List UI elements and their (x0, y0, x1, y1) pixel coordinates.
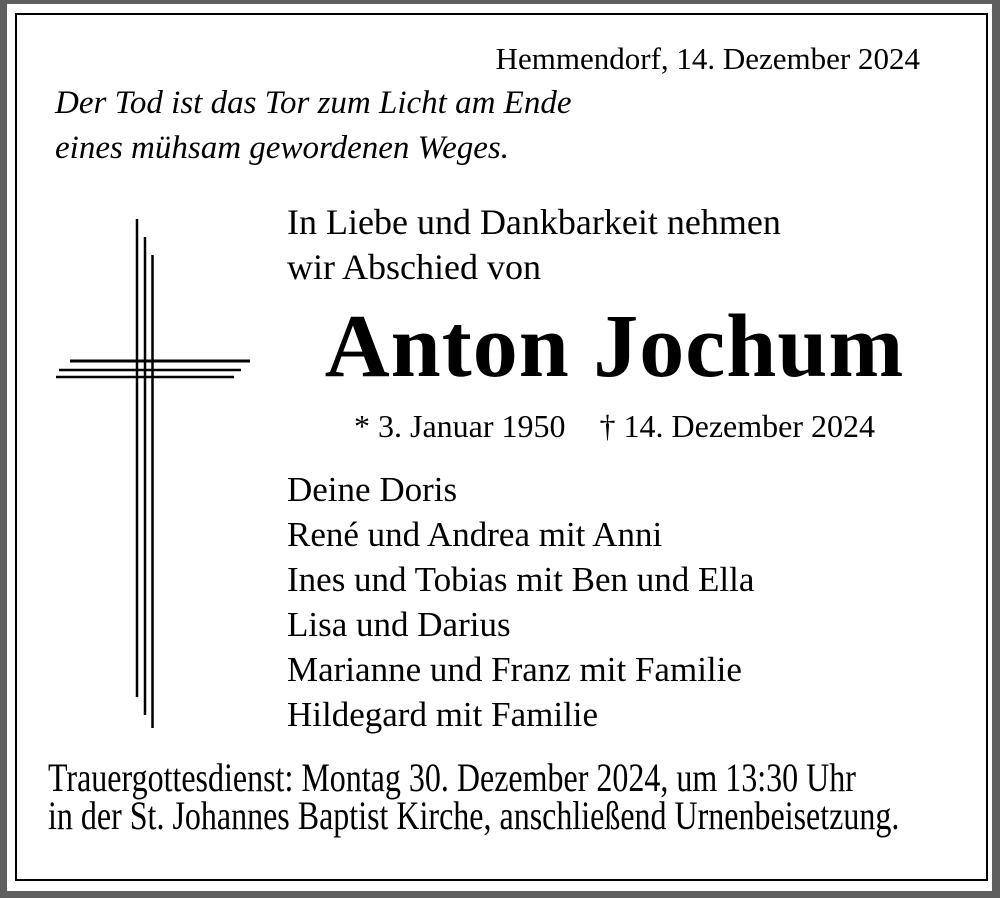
service-line-1: Trauergottesdienst: Montag 30. Dezember 2024, um 13:30 Uhr (48, 755, 856, 800)
place-and-date: Hemmendorf, 14. Dezember 2024 (495, 41, 920, 76)
service-line-2: in der St. Johannes Baptist Kirche, anschließend Urnenbeisetzung. (48, 793, 900, 838)
intro-line-1: In Liebe und Dankbarkeit nehmen (287, 202, 781, 242)
intro-text (287, 200, 781, 290)
epigraph-line-1: Der Tod ist das Tor zum Licht am Ende (55, 85, 572, 121)
main-column (287, 15, 942, 879)
life-dates (287, 406, 942, 446)
mourner-line: René und Andrea mit Anni (287, 515, 663, 554)
mourner-line: Hildegard mit Familie (287, 695, 599, 734)
mourner-line: Ines und Tobias mit Ben und Ella (287, 560, 755, 599)
cross-icon (53, 217, 257, 737)
mourner-line: Deine Doris (287, 470, 458, 509)
mourner-line: Marianne und Franz mit Familie (287, 650, 742, 689)
deceased-name: Anton Jochum (324, 297, 905, 396)
notice-sheet (7, 4, 992, 891)
epigraph-line-2: eines mühsam gewordenen Weges. (55, 130, 509, 166)
service-info (48, 755, 900, 838)
intro-line-2: wir Abschied von (287, 247, 541, 287)
birth-date: * 3. Januar 1950 (354, 408, 566, 444)
mourners-list (287, 467, 754, 737)
death-date: † 14. Dezember 2024 (599, 408, 875, 444)
mourner-line: Lisa und Darius (287, 605, 511, 644)
notice-border (15, 13, 988, 881)
